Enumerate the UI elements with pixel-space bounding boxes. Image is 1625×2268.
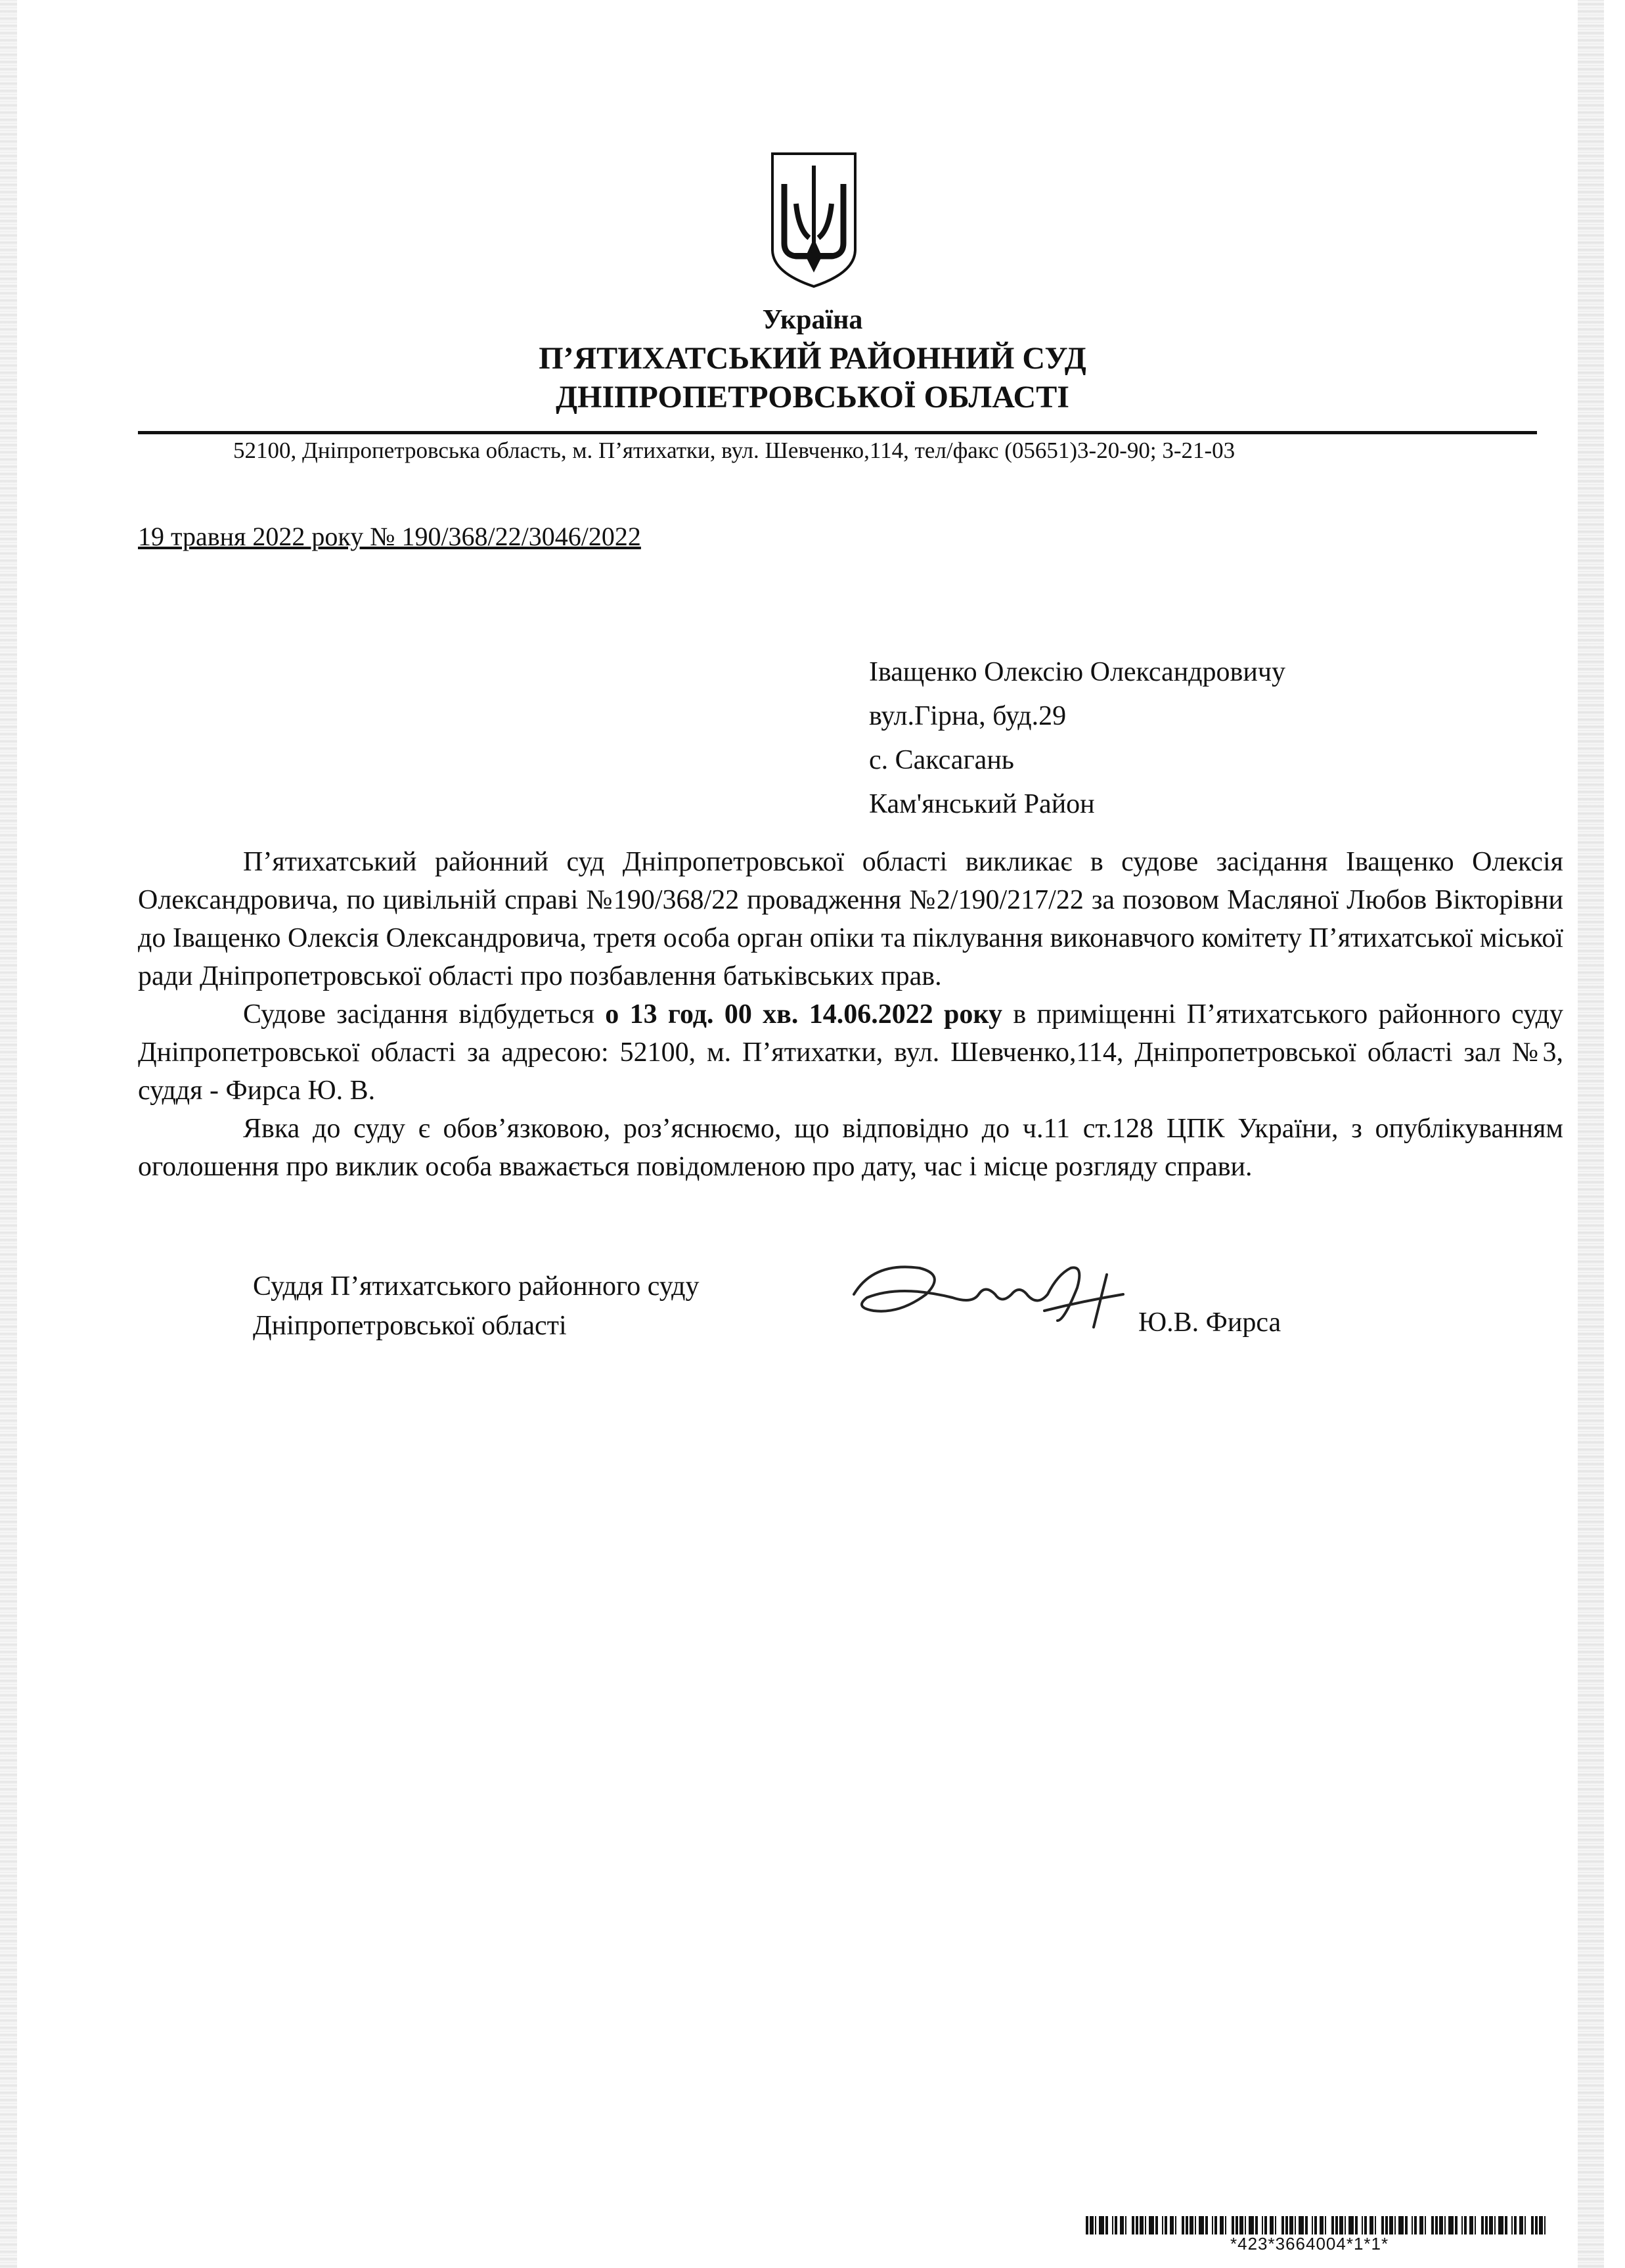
- recipient-name: Іващенко Олексію Олександровичу: [869, 657, 1285, 687]
- judge-title: [253, 1267, 700, 1346]
- hearing-time: о 13 год. 00 хв. 14.06.2022 року: [605, 999, 1002, 1030]
- coat-of-arms-icon: [770, 151, 858, 289]
- body-paragraph-2: [138, 995, 1563, 1110]
- body-paragraph-1: П’ятихатський районний суд Дніпропетровської області викликає в судове засідання Іващенко Олексія Олександровича, по цивільній справі №190/368/22 провадження №2/190/217/22 за позовом Масляної Любов Вікторівни до Іващенко Олексія Олександровича, третя особа орган опіки та піклування виконавчого комітету П’ятихатської міської ради Дніпропетровської області про позбавлення батьківських прав.: [138, 847, 1563, 991]
- court-name: П’ЯТИХАТСЬКИЙ РАЙОННИЙ СУД: [539, 341, 1086, 376]
- document-date-number: 19 травня 2022 року № 190/368/22/3046/2022: [138, 522, 641, 551]
- recipient-block: [869, 650, 1285, 827]
- recipient-street: вул.Гірна, буд.29: [869, 701, 1067, 731]
- judge-name: Ю.В. Фирса: [1138, 1307, 1281, 1338]
- hearing-intro: Судове засідання відбудеться: [243, 999, 606, 1030]
- summons-body: [138, 843, 1563, 1186]
- country-name: Україна: [762, 305, 863, 335]
- handwritten-signature: [847, 1248, 1156, 1334]
- barcode-icon: [1086, 2216, 1546, 2234]
- court-address: 52100, Дніпропетровська область, м. П’ятихатки, вул. Шевченко,114, тел/факс (05651)3-20-90; 3-21-03: [233, 438, 1235, 463]
- barcode-number: *423*3664004*1*1*: [1230, 2234, 1389, 2254]
- judge-title-line2: Дніпропетровської області: [253, 1311, 567, 1341]
- court-region: ДНІПРОПЕТРОВСЬКОЇ ОБЛАСТІ: [556, 380, 1069, 415]
- recipient-village: с. Саксагань: [869, 745, 1014, 775]
- body-paragraph-3: Явка до суду є обов’язковою, роз’яснюємо, що відповідно до ч.11 ст.128 ЦПК України, з опублікуванням оголошення про виклик особа вважається повідомленою про дату, час і місце розгляду справи.: [138, 1114, 1563, 1182]
- header-rule: [138, 431, 1537, 434]
- recipient-district: Кам'янський Район: [869, 789, 1095, 819]
- judge-title-line1: Суддя П’ятихатського районного суду: [253, 1271, 700, 1302]
- hearing-place: в приміщенні П’ятихатського районного суду Дніпропетровської області за адресою: 52100, м. П’ятихатки, вул. Шевченко,114, Дніпропетровської області зал №3, суддя - Фирса Ю. В.: [138, 999, 1563, 1106]
